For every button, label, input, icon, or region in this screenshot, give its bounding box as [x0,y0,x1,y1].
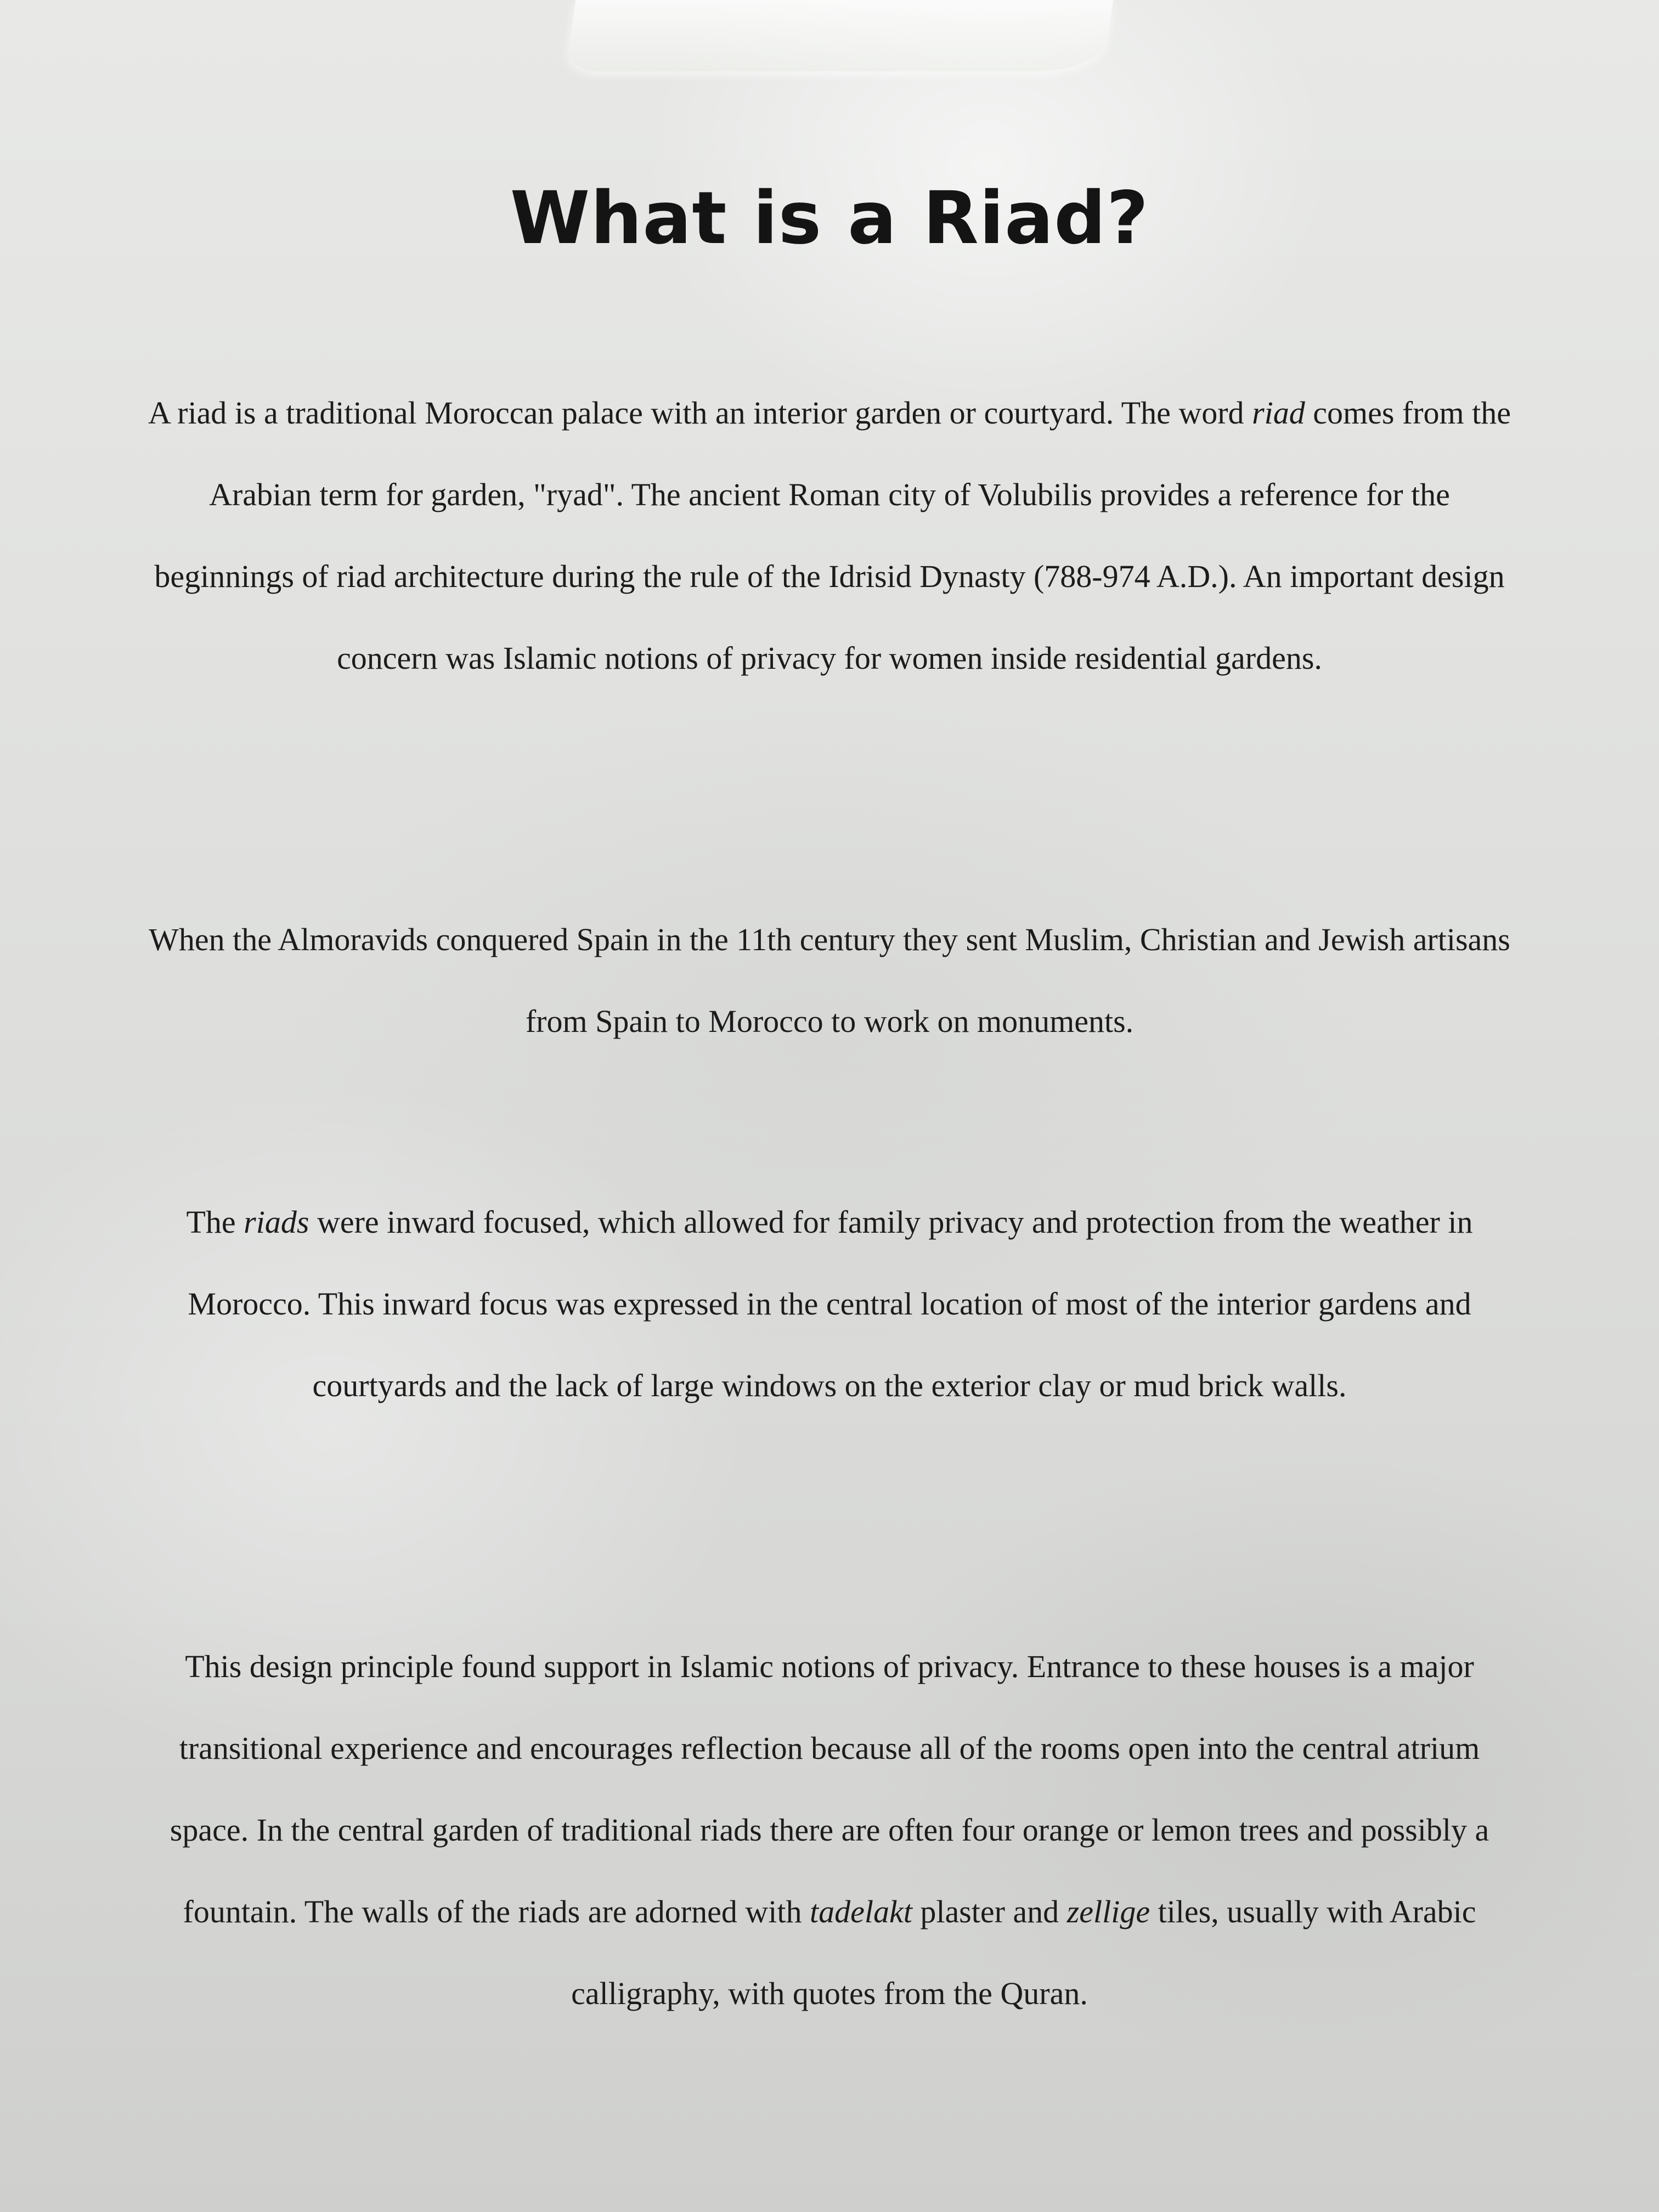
paragraph-4-italic-term-1: tadelakt [809,1894,912,1929]
paragraph-1 [143,372,1516,699]
paragraph-3 [143,1181,1516,1426]
paragraph-4-text-b: plaster and [912,1894,1067,1929]
paragraph-1-italic-term: riad [1252,395,1305,431]
paragraph-4-text-c: tiles, usually with Arabic calligraphy, with quotes from the Quran. [571,1894,1476,2011]
tape-strip [566,0,1113,71]
paragraph-3-italic-term: riads [244,1204,309,1240]
paragraph-4-text-a: This design principle found support in Islamic notions of privacy. Entrance to these houses is a major transitional experience and encourages reflection because all of the rooms open into the central atrium space. In the central garden of traditional riads there are often four orange or lemon trees and possibly a fountain. The walls of the riads are adorned with [170,1649,1489,1929]
paragraph-2-text: When the Almoravids conquered Spain in the 11th century they sent Muslim, Christian and Jewish artisans from Spain to Morocco to work on monuments. [149,922,1510,1039]
paragraph-3-text-a: The [186,1204,244,1240]
paragraph-1-text-a: A riad is a traditional Moroccan palace with an interior garden or courtyard. The word [148,395,1252,431]
paragraph-4-italic-term-2: zellige [1066,1894,1150,1929]
page-title: What is a Riad? [510,176,1149,261]
paragraph-1-text-b: comes from the Arabian term for garden, "ryad". The ancient Roman city of Volubilis provides a reference for the beginnings of riad architecture during the rule of the Idrisid Dynasty (788-974 A.D.). An important design concern was Islamic notions of privacy for women inside residential gardens. [154,395,1511,676]
paragraph-2 [143,899,1516,1062]
paragraph-3-text-b: were inward focused, which allowed for family privacy and protection from the weather in Morocco. This inward focus was expressed in the central location of most of the interior gardens and courtyards and the lack of large windows on the exterior clay or mud brick walls. [188,1204,1473,1403]
paragraph-4 [143,1626,1516,2034]
